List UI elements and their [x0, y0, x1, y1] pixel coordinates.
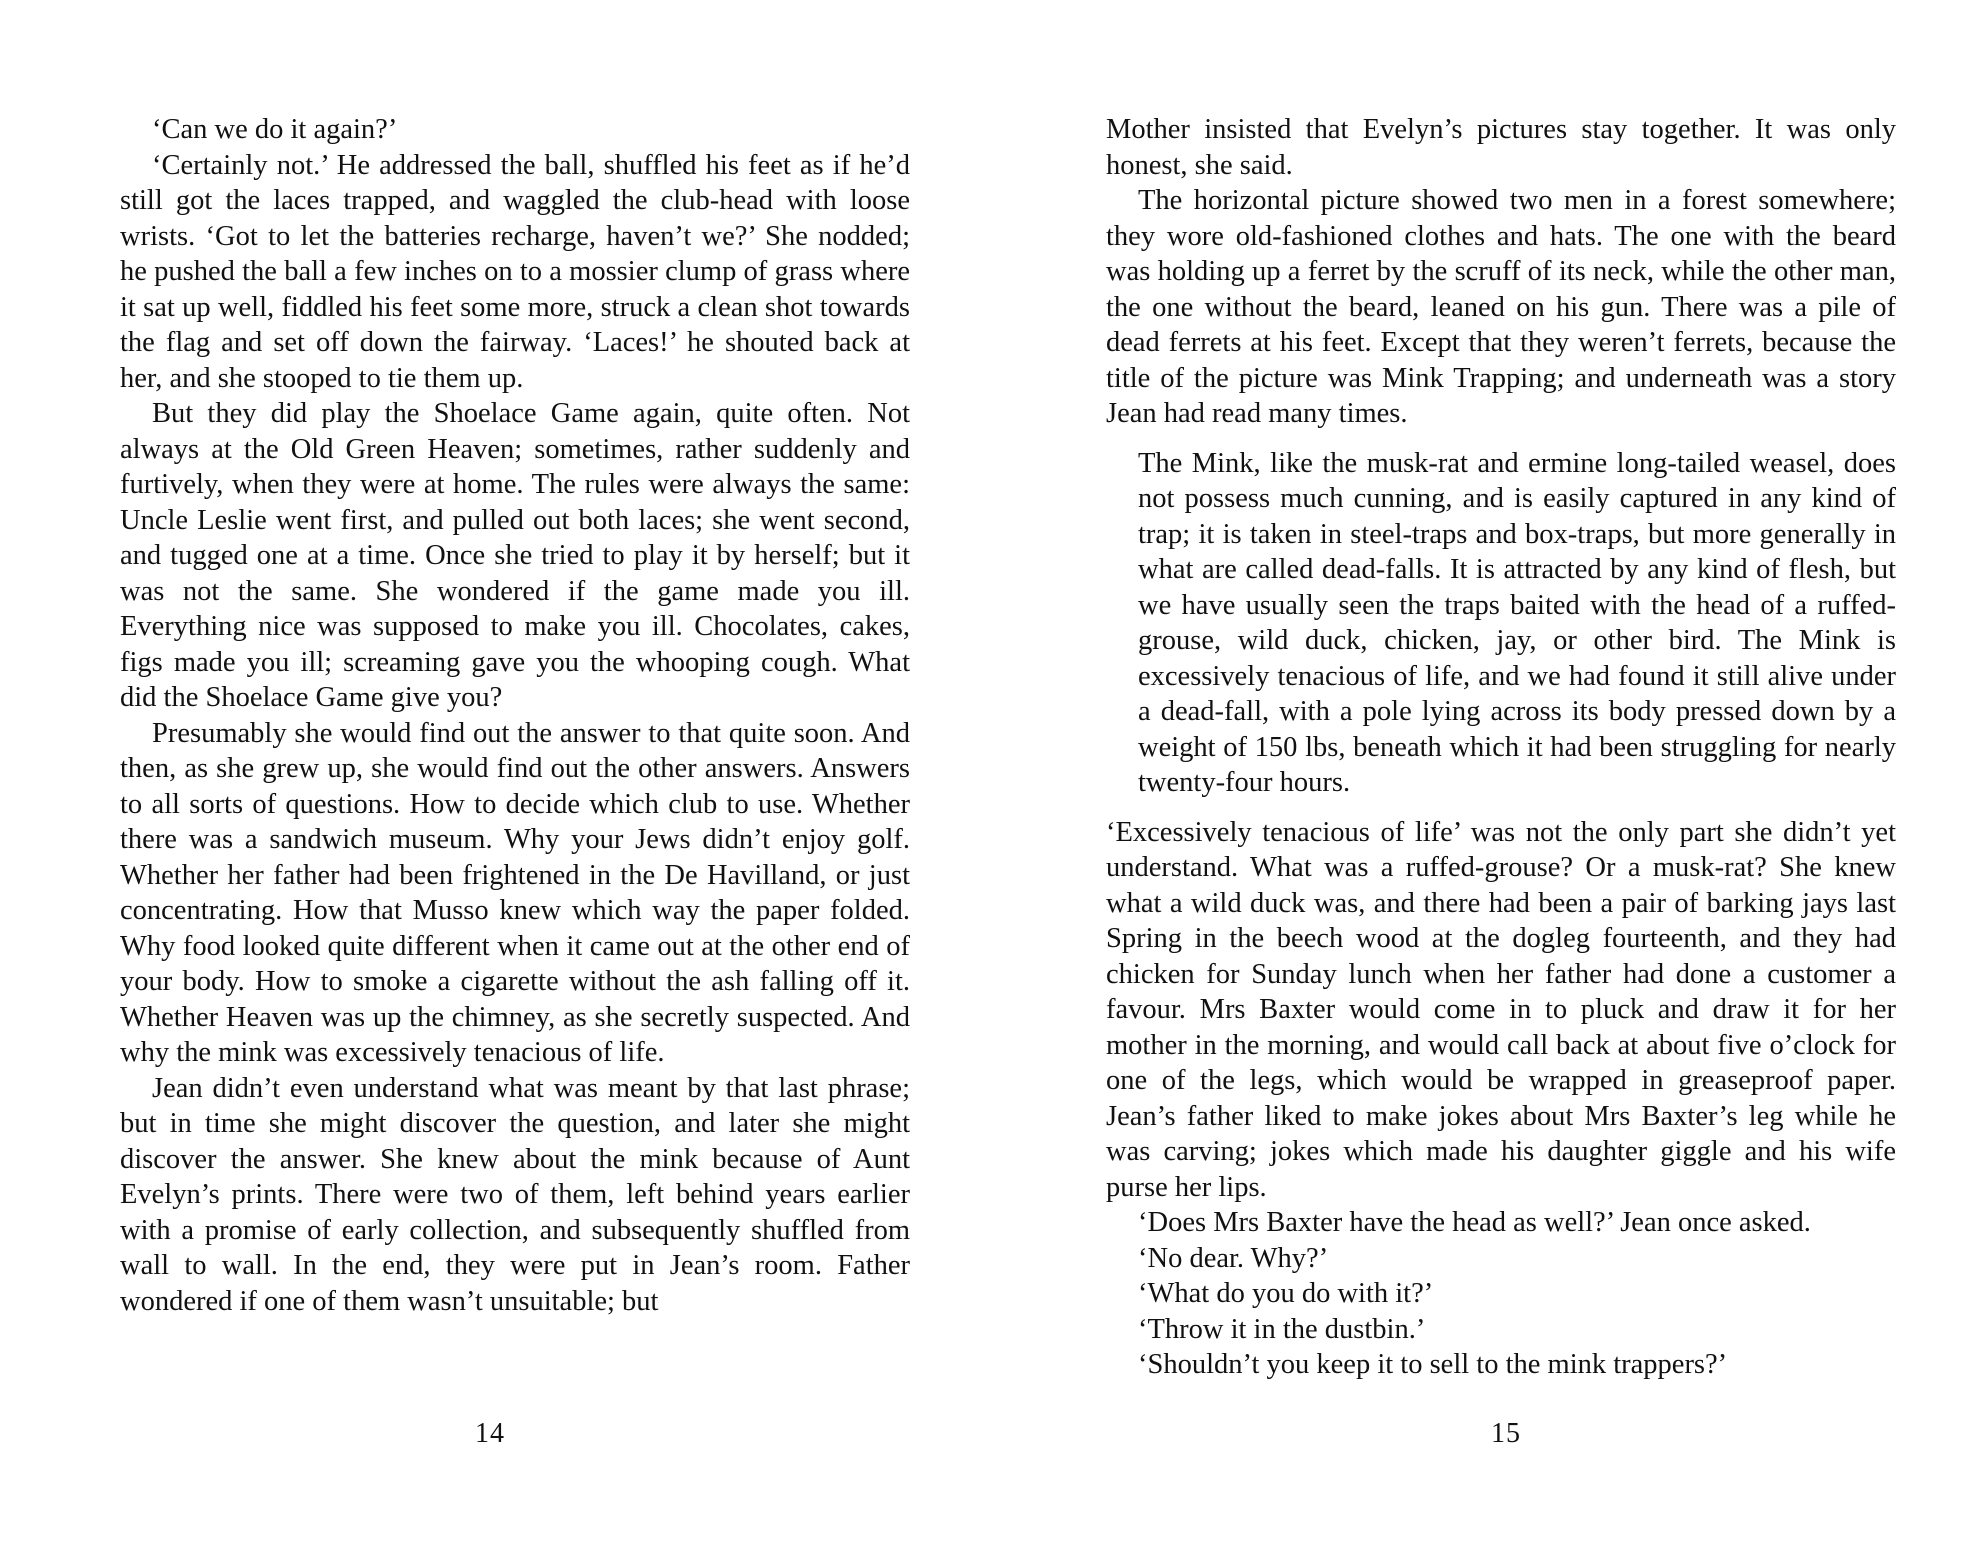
quoted-passage: The Mink, like the musk-rat and ermine long-tailed weasel, does not possess much cunning, and is easily captured in any kind of trap; it is taken in steel-traps and box-traps, but more generally in what are called dead-falls. It is attracted by any kind of flesh, but we have usually seen the traps baited with the head of a ruffed-grouse, wild duck, chicken, jay, or other bird. The Mink is excessively tenacious of life, and we had found it still alive under a dead-fall, with a pole lying across its body pressed down by a weight of 150 lbs, beneath which it had been struggling for nearly twenty-four hours. [1138, 447, 1896, 798]
paragraph: But they did play the Shoelace Game again, quite often. Not always at the Old Green Heaven; sometimes, rather suddenly and furtively, when they were at home. The rules were always the same: Uncle Leslie went first, and pulled out both laces; she went second, and tugged one at a time. Once she tried to play it by herself; but it was not the same. She wondered if the game made you ill. Everything nice was supposed to make you ill. Chocolates, cakes, figs made you ill; screaming gave you the whooping cough. What did the Shoelace Game give you? [120, 398, 910, 713]
dialogue-line: ‘Throw it in the dustbin.’ [1138, 1313, 1426, 1345]
paragraph: Presumably she would find out the answer to that quite soon. And then, as she grew up, she would find out the other answers. Answers to all sorts of questions. How to decide which club to use. Whether there was a sandwich museum. Why your Jews didn’t enjoy golf. Whether her father had been frightened in the De Havilland, or just concentrating. How that Musso knew which way the paper folded. Why food looked quite different when it came out at the other end of your body. How to smoke a cigarette without the ash falling off it. Whether Heaven was up the chimney, as she secretly suspected. And why the mink was excessively tenacious of life. [120, 717, 910, 1068]
page-number-right: 15 [1491, 1418, 1521, 1449]
paragraph: ‘Certainly not.’ He addressed the ball, shuffled his feet as if he’d still got the laces trapped, and waggled the club-head with loose wrists. ‘Got to let the batteries recharge, haven’t we?’ She nodded; he pushed the ball a few inches on to a mossier clump of grass where it sat up well, fiddled his feet some more, struck a clean shot towards the flag and set off down the fairway. ‘Laces!’ he shouted back at her, and she stooped to tie them up. [120, 149, 910, 394]
paragraph: ‘Excessively tenacious of life’ was not the only part she didn’t yet understand. What was a ruffed-grouse? Or a musk-rat? She knew what a wild duck was, and there had been a pair of barking jays last Spring in the beech wood at the dogleg fourteenth, and they had chicken for Sunday lunch when her father had done a customer a favour. Mrs Baxter would come in to pluck and draw it for her mother in the morning, and would call back at about five o’clock for one of the legs, which would be wrapped in greaseproof paper. Jean’s father liked to make jokes about Mrs Baxter’s leg while he was carving; jokes which made his daughter giggle and his wife purse her lips. [1106, 816, 1896, 1203]
page-number-left: 14 [475, 1418, 505, 1449]
right-page [1106, 112, 1896, 1383]
left-page [120, 112, 910, 1319]
paragraph: ‘Can we do it again?’ [152, 114, 398, 145]
dialogue-line: ‘Does Mrs Baxter have the head as well?’ Jean once asked. [1138, 1207, 1811, 1238]
paragraph: Jean didn’t even understand what was meant by that last phrase; but in time she might discover the question, and later she might discover the answer. She knew about the mink because of Aunt Evelyn’s prints. There were two of them, left behind years earlier with a promise of early collection, and subsequently shuffled from wall to wall. In the end, they were put in Jean’s room. Father wondered if one of them wasn’t unsuitable; but [120, 1072, 910, 1317]
dialogue-line: ‘What do you do with it?’ [1138, 1278, 1434, 1309]
paragraph: The horizontal picture showed two men in a forest somewhere; they wore old-fashioned clothes and hats. The one with the beard was holding up a ferret by the scruff of its neck, while the other man, the one without the beard, leaned on his gun. There was a pile of dead ferrets at his feet. Except that they weren’t ferrets, because the title of the picture was Mink Trapping; and underneath was a story Jean had read many times. [1106, 185, 1896, 429]
dialogue-line: ‘No dear. Why?’ [1138, 1242, 1329, 1274]
dialogue-line: ‘Shouldn’t you keep it to sell to the mink trappers?’ [1138, 1349, 1728, 1380]
paragraph: Mother insisted that Evelyn’s pictures stay together. It was only honest, she said. [1106, 114, 1896, 181]
